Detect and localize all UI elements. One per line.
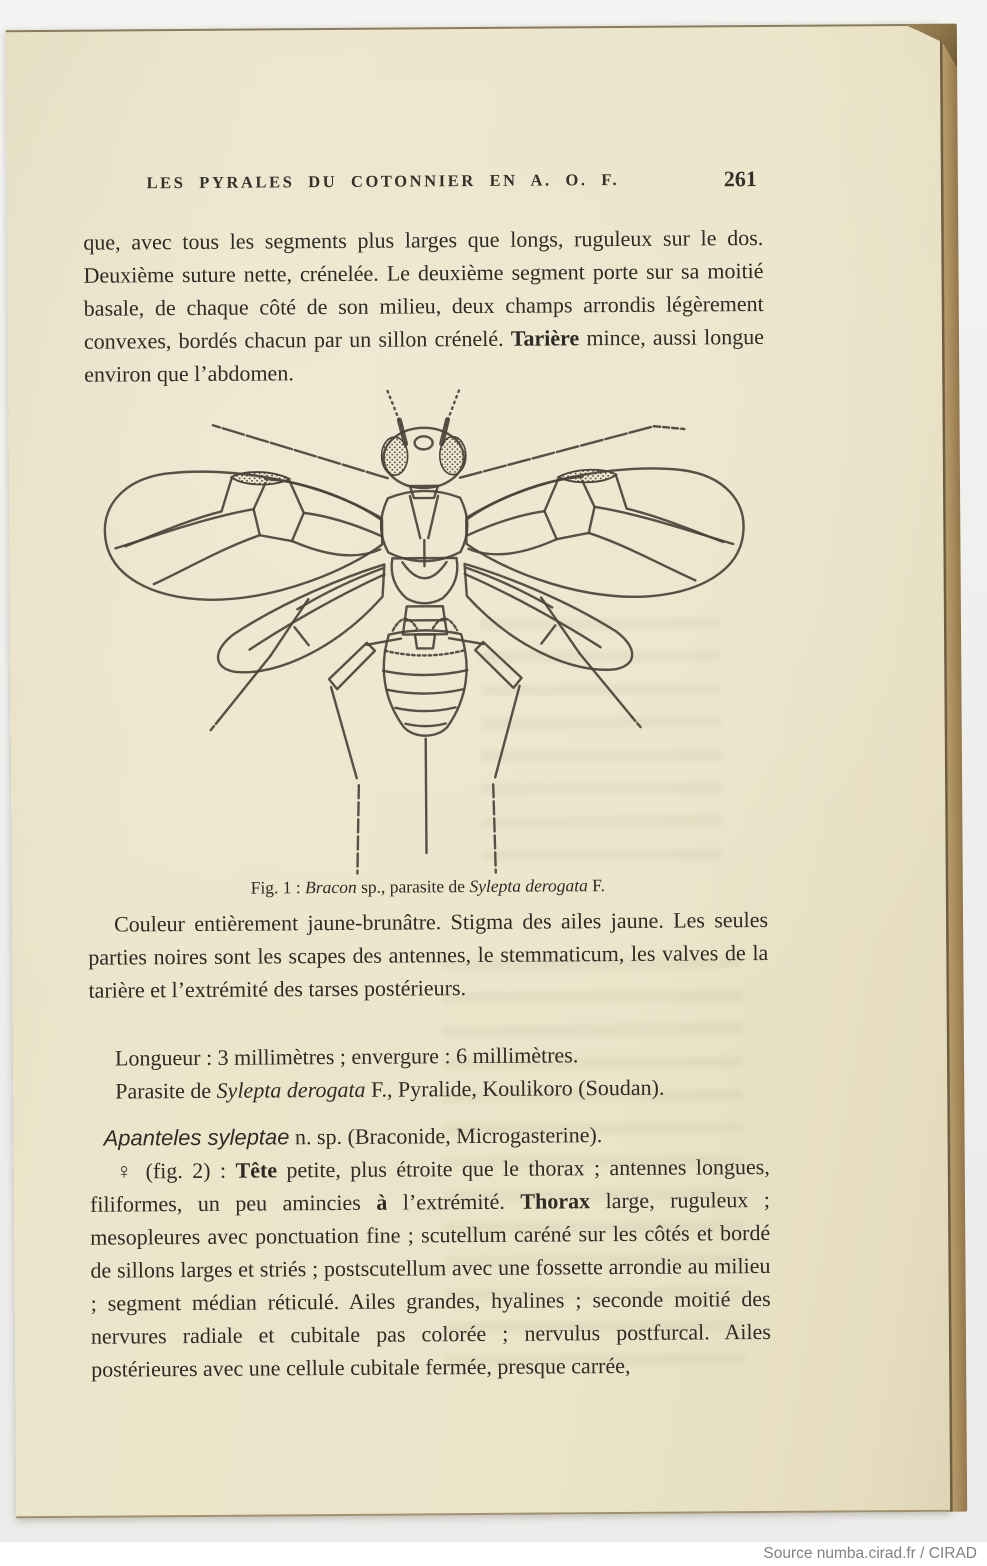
paragraph-6: ♀ (fig. 2) : Tête petite, plus étroite que le thorax ; antennes longues, filiformes, un peu amincies à l’extrémité. Thorax large, ruguleux ; mesopleures avec ponctuation fine ; scutellum caréné sur les côtés et bordé de sillons larges et striés ; postscutellum avec une fossette arrondie au milieu ; segment médian réticulé. Ailes grandes, hyalines ; seconde moitié des nervures radiale et cubitale pas colorée ; nervulus postfurcal. Ailes postérieures avec une cellule cubitale fermée, presque carrée, (89, 1153, 772, 1382)
running-head (83, 166, 763, 200)
page-number: 261 (723, 166, 757, 192)
paragraph-4: Parasite de Sylepta derogata F., Pyralide, Koulikoro (Soudan). (115, 1074, 665, 1104)
page-content (82, 27, 772, 1382)
insect-illustration (92, 383, 817, 880)
credit-band (0, 1542, 987, 1566)
book-page-edges (940, 24, 967, 1512)
source-credit: Source numba.cirad.fr / CIRAD (763, 1545, 977, 1562)
running-title: LES PYRALES DU COTONNIER EN A. O. F. (146, 169, 620, 193)
wasp-ovipositor (426, 739, 427, 853)
wasp-abdomen (383, 619, 469, 854)
paragraph-3: Longueur : 3 millimètres ; envergure : 6 millimètres. (114, 1042, 579, 1071)
wasp-right-wings (464, 468, 745, 671)
paragraph-2: Couleur entièrement jaune-brunâtre. Stigma des ailes jaune. Les seules parties noires sont les scapes des antennes, le stemmaticum, les valves de la tarière et l’extrémité des tarses postérieurs. (88, 906, 769, 1003)
figure-caption: Fig. 1 : Bracon sp., parasite de Sylepta derogata F. (250, 875, 606, 898)
paragraph-5: Apanteles syleptae n. sp. (Braconide, Microgasterine). (103, 1122, 603, 1151)
wasp-head (381, 389, 466, 498)
book-page (6, 24, 950, 1518)
paragraph-1: que, avec tous les segments plus larges que longs, ruguleux sur le dos. Deuxième suture nette, crénelée. Le deuxième segment porte sur sa moitié basale, de chaque côté de son milieu, deux champs arrondis légèrement convexes, bordés chacun par un sillon crénelé. Tarière mince, aussi longue environ que l’abdomen. (83, 224, 765, 387)
wasp-left-wings (104, 470, 385, 673)
figure-1 (92, 383, 817, 880)
